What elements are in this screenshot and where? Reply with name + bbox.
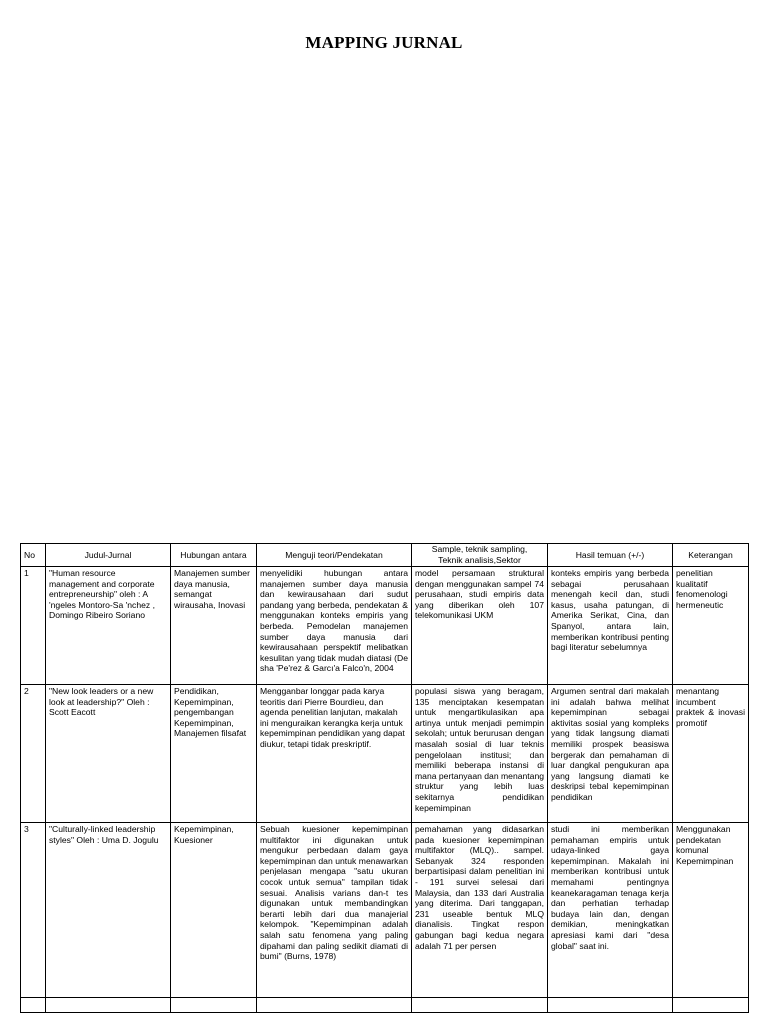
cell-sample: pemahaman yang didasarkan pada kuesioner kepemimpinan multifaktor (MLQ).. sampel. Sebanyak 324 responden berpartisipasi dalam penelitian ini - 191 survei selesai dari Malaysia, dan 133 dari Australia yang diterima. Dari tanggapan, 231 useable bentuk MLQ dianalisis. Tingkat respon gabungan bagi kedua negara adalah 71 per persen [412,823,548,998]
cell-no: 3 [21,823,46,998]
table-row [21,685,749,823]
cell-no: 1 [21,567,46,685]
header-keterangan: Keterangan [673,544,749,567]
cell-menguji: menyelidiki hubungan antara manajemen sumber daya manusia dan kewirausahaan dari sudut pandang yang berbeda, pendekatan & menggunakan konteks empiris yang berbeda. Pemodelan manajemen sumber daya manusia dari kewirausahaan perspektif melibatkan kesulitan yang tidak mudah diatasi (De sha 'Pe'rez & Garcı'a Falco'n, 2004 [257,567,412,685]
header-judul: Judul-Jurnal [46,544,171,567]
table-header-row [21,544,749,567]
cell-hubungan: Pendidikan, Kepemimpinan, pengembangan Kepemimpinan, Manajemen filsafat [171,685,257,823]
cell-hasil: Argumen sentral dari makalah ini adalah bahwa melihat kepemimpinan sebagai aktivitas sosial yang kompleks yang tidak langsung diamati memiliki prospek beasiswa bergerak dan pemahaman di luar dangkal pengukuran apa yang langsung diamati ke deskripsi tebal kepemimpinan pendidikan [548,685,673,823]
cell-empty [673,998,749,1013]
cell-empty [171,998,257,1013]
cell-keterangan: penelitian kualitatif fenomenologi hermeneutic [673,567,749,685]
cell-sample: model persamaan struktural dengan menggunakan sampel 74 perusahaan, studi empiris data yang diberikan oleh 107 telekomunikasi UKM [412,567,548,685]
header-hubungan: Hubungan antara [171,544,257,567]
header-no: No [21,544,46,567]
header-sample [412,544,548,567]
cell-keterangan: Menggunakan pendekatan komunal Kepemimpinan [673,823,749,998]
cell-hasil: konteks empiris yang berbeda sebagai perusahaan menengah kecil dan, studi kasus, usaha patungan, di Amerika Serikat, Cina, dan Spanyol, antara lain, memberikan kontribusi penting bagi literatur sebelumnya [548,567,673,685]
cell-empty [46,998,171,1013]
cell-empty [412,998,548,1013]
cell-empty [548,998,673,1013]
cell-empty [21,998,46,1013]
cell-judul: "Human resource management and corporate entrepreneurship" oleh : A 'ngeles Montoro-Sa 'nchez , Domingo Ribeiro Soriano [46,567,171,685]
cell-empty [257,998,412,1013]
page-title: MAPPING JURNAL [305,33,463,52]
cell-sample: populasi siswa yang beragam, 135 menciptakan kesempatan untuk mengartikulasikan apa artinya untuk menjadi pemimpin sekolah; untuk berurusan dengan masalah sosial di luar teknis pengelolaan institusi; dan memiliki beberapa instansi di mana pertanyaan dan menantang struktur yang lebih luas sekitarnya pendidikan kepemimpinan [412,685,548,823]
cell-menguji: Sebuah kuesioner kepemimpinan multifaktor ini digunakan untuk mengukur perbedaan dalam gaya kepemimpinan dan untuk menawarkan penjelasan mengapa "satu ukuran cocok untuk semua" tampilan tidak sesuai. Analisis varians dan-t tes digunakan untuk membandingkan berarti lebih dari dua manajerial kelompok. "Kepemimpinan adalah salah satu fenomena yang paling dipahami dan paling sedikit diamati di bumi" (Burns, 1978) [257,823,412,998]
cell-judul: "New look leaders or a new look at leadership?" Oleh : Scott Eacott [46,685,171,823]
cell-no: 2 [21,685,46,823]
header-sample-line1: Sample, teknik sampling, [431,544,528,555]
header-hasil: Hasil temuan (+/-) [548,544,673,567]
table-row [21,567,749,685]
table-row-empty [21,998,749,1013]
journal-mapping-table [20,543,749,1013]
cell-keterangan: menantang incumbent praktek & inovasi promotif [673,685,749,823]
cell-judul: "Culturally-linked leadership styles" Oleh : Uma D. Jogulu [46,823,171,998]
table-row [21,823,749,998]
cell-hasil: studi ini memberikan pemahaman empiris untuk udaya-linked gaya kepemimpinan. Makalah ini memberikan kontribusi untuk memahami pentingnya keanekaragaman tenaga kerja dan perhatian terhadap budaya lain dan, dengan demikian, meningkatkan apresiasi kami dari "desa global" saat ini. [548,823,673,998]
cell-hubungan: Kepemimpinan, Kuesioner [171,823,257,998]
cell-hubungan: Manajemen sumber daya manusia, semangat wirausaha, Inovasi [171,567,257,685]
header-menguji: Menguji teori/Pendekatan [257,544,412,567]
header-sample-line2: Teknik analisis,Sektor [438,555,521,565]
cell-menguji: Mengganbar longgar pada karya teoritis dari Pierre Bourdieu, dan agenda penelitian lanjutan, makalah ini menguraikan kerangka kerja untuk kepemimpinan pendidikan yang dapat diukur, tetapi tidak preskriptif. [257,685,412,823]
